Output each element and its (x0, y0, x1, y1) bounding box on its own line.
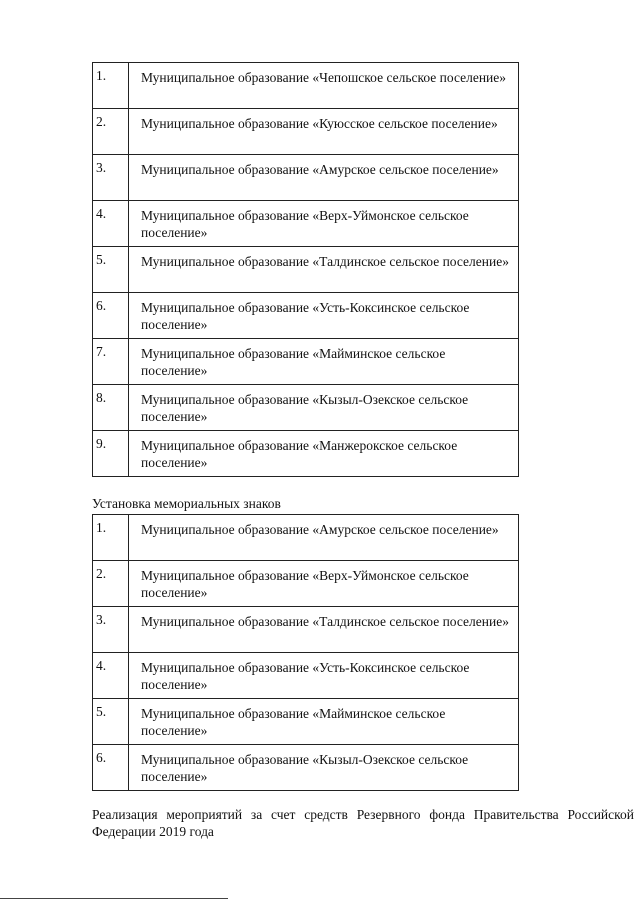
table-row (93, 247, 519, 293)
row-text: Муниципальное образование «Кызыл-Озекское сельское поселение» (129, 385, 519, 431)
row-number: 9. (93, 431, 129, 477)
row-text: Муниципальное образование «Чепошское сельское поселение» (129, 63, 519, 109)
row-number: 4. (93, 201, 129, 247)
row-text: Муниципальное образование «Амурское сельское поселение» (129, 515, 519, 561)
row-text: Муниципальное образование «Манжерокское сельское поселение» (129, 431, 519, 477)
reserve-fund-paragraph: Реализация мероприятий за счет средств Резервного фонда Правительства Российской Федерации 2019 года (92, 807, 634, 839)
municipalities-table (92, 62, 519, 477)
row-number: 1. (93, 515, 129, 561)
table-row (93, 653, 519, 699)
table-row (93, 745, 519, 791)
table-row (93, 63, 519, 109)
row-number: 7. (93, 339, 129, 385)
memorial-signs-caption: Установка мемориальных знаков (92, 496, 281, 511)
row-number: 3. (93, 155, 129, 201)
row-text: Муниципальное образование «Верх-Уймонское сельское поселение» (129, 201, 519, 247)
table-row (93, 385, 519, 431)
row-text: Муниципальное образование «Майминское сельское поселение» (129, 339, 519, 385)
table-row (93, 515, 519, 561)
table-row (93, 293, 519, 339)
table-row (93, 699, 519, 745)
table-row (93, 339, 519, 385)
row-number: 6. (93, 745, 129, 791)
row-number: 5. (93, 699, 129, 745)
row-text: Муниципальное образование «Амурское сельское поселение» (129, 155, 519, 201)
row-number: 3. (93, 607, 129, 653)
table-row (93, 607, 519, 653)
row-text: Муниципальное образование «Талдинское сельское поселение» (129, 607, 519, 653)
row-text: Муниципальное образование «Талдинское сельское поселение» (129, 247, 519, 293)
row-number: 2. (93, 561, 129, 607)
table-row (93, 561, 519, 607)
row-number: 5. (93, 247, 129, 293)
table-row (93, 109, 519, 155)
row-text: Муниципальное образование «Усть-Коксинское сельское поселение» (129, 293, 519, 339)
memorial-signs-table (92, 514, 519, 791)
table-row (93, 155, 519, 201)
row-text: Муниципальное образование «Куюсское сельское поселение» (129, 109, 519, 155)
row-text: Муниципальное образование «Верх-Уймонское сельское поселение» (129, 561, 519, 607)
row-text: Муниципальное образование «Майминское сельское поселение» (129, 699, 519, 745)
row-text: Муниципальное образование «Кызыл-Озекское сельское поселение» (129, 745, 519, 791)
row-number: 8. (93, 385, 129, 431)
row-number: 6. (93, 293, 129, 339)
memorial-signs-table-body (93, 515, 519, 791)
table-row (93, 201, 519, 247)
row-number: 2. (93, 109, 129, 155)
table-row (93, 431, 519, 477)
municipalities-table-body (93, 63, 519, 477)
row-text: Муниципальное образование «Усть-Коксинское сельское поселение» (129, 653, 519, 699)
row-number: 1. (93, 63, 129, 109)
row-number: 4. (93, 653, 129, 699)
footnote-divider (0, 898, 228, 899)
